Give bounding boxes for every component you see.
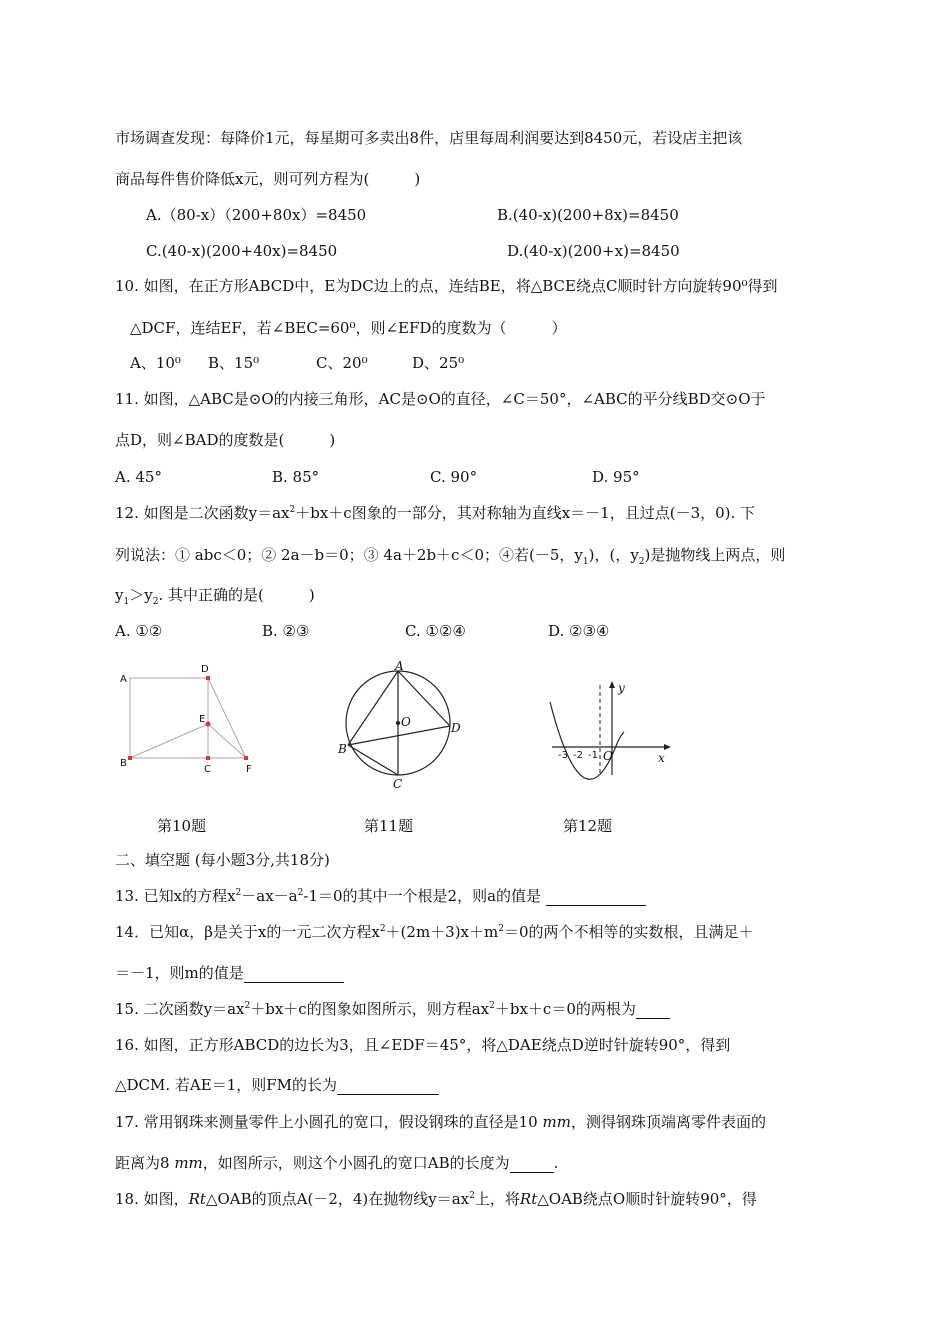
q9-option-c: C.(40-x)(200+40x)=8450 — [146, 242, 338, 260]
q12-line2: 列说法：① abc＜0；② 2a－b＝0；③ 4a＋2b＋c＜0；④若(－5，$y_1$)，(，$y_2$)是抛物线上两点，则 — [115, 546, 786, 567]
q15-answer-blank[interactable] — [636, 1002, 670, 1019]
q9-option-a: A.（80-x）（200+80x）=8450 — [146, 206, 367, 224]
q10-option-b: B、15⁰ — [208, 354, 260, 372]
q16-line1: 16. 如图，正方形ABCD的边长为3，且∠EDF＝45°，将△DAE绕点D逆时针旋转90°，得到 — [115, 1036, 731, 1054]
q11-option-d: D. 95° — [592, 468, 640, 486]
q17-line2: 距离为8 mm，如图所示，则这个小圆孔的宽口AB的长度为 . — [115, 1154, 559, 1172]
fig11-caption: 第11题 — [364, 817, 414, 835]
q12-line3: $y_1>y_2$. 其中正确的是( ) — [115, 586, 315, 607]
fig12-label-minus3: -3 — [558, 750, 568, 761]
fig12-label-minus2: -2 — [573, 750, 583, 761]
q11-line1: 11. 如图，△ABC是⊙O的内接三角形，AC是⊙O的直径，∠C＝50°，∠ABC的平分线BD交⊙O于 — [115, 390, 766, 408]
q12-line1: 12. 如图是二次函数$y=ax^2+bx+c$图象的一部分，其对称轴为直线x＝－1，且过点(－3，0). 下 — [115, 504, 756, 522]
q11-option-a: A. 45° — [115, 468, 162, 486]
q11-line2: 点D，则∠BAD的度数是( ) — [115, 431, 336, 449]
q9-option-d: D.(40-x)(200+x)=8450 — [507, 242, 680, 260]
q9-line2: 商品每件售价降低x元，则可列方程为( ) — [115, 170, 421, 188]
q17-answer-blank[interactable] — [510, 1156, 554, 1173]
fig11-label-d: D — [451, 721, 461, 735]
q16-line2: △DCM. 若AE＝1，则FM的长为 — [115, 1075, 439, 1095]
figure-11 — [335, 660, 465, 790]
q10-option-a: A、10⁰ — [130, 354, 181, 372]
q17-line1: 17. 常用钢珠来测量零件上小圆孔的宽口，假设钢珠的直径是10 mm，测得钢珠顶端离零件表面的 — [115, 1113, 766, 1131]
q13-line: 13. 已知x的方程$x^2-ax-a^2-1=0$的其中一个根是2，则a的值是 — [115, 886, 646, 906]
q16-answer-blank[interactable] — [337, 1078, 439, 1095]
fig12-label-x: x — [658, 751, 665, 765]
q12-option-b: B. ②③ — [262, 622, 310, 640]
q14-line2: ＝－1，则m的值是 — [115, 963, 344, 983]
fig12-caption: 第12题 — [563, 817, 613, 835]
q14-answer-blank[interactable] — [244, 966, 344, 983]
fig10-label-e: E — [199, 714, 206, 725]
q12-option-c: C. ①②④ — [405, 622, 466, 640]
q9-option-b: B.(40-x)(200+8x)=8450 — [497, 206, 679, 224]
fig12-label-minus1: -1 — [588, 750, 598, 761]
q10-option-d: D、25⁰ — [412, 354, 465, 372]
fig12-label-origin: O — [603, 749, 613, 763]
fig10-label-c: C — [204, 764, 211, 775]
fig10-label-b: B — [120, 758, 127, 769]
q12-option-a: A. ①② — [115, 622, 163, 640]
q14-line1: 14．已知α，β是关于x的一元二次方程$x^2+(2m+3)x+m^2=0$的两个不相等的实数根，且满足＋ — [115, 923, 754, 941]
q18-line1: 18. 如图，Rt△OAB的顶点A(－2，4)在抛物线$y=ax^2$上，将Rt△OAB绕点O顺时针旋转90°，得 — [115, 1190, 757, 1208]
fig12-label-y: y — [618, 681, 625, 695]
figure-10 — [115, 660, 265, 780]
q11-option-c: C. 90° — [430, 468, 478, 486]
section2-title: 二、填空题 (每小题3分,共18分) — [115, 851, 330, 869]
fig10-label-d: D — [201, 664, 209, 675]
fig11-label-c: C — [393, 777, 403, 790]
q9-line1: 市场调查发现：每降价1元，每星期可多卖出8件，店里每周利润要达到8450元，若设店主把该 — [115, 129, 743, 147]
figure-12 — [540, 680, 675, 780]
fig11-label-b: B — [338, 742, 347, 756]
q10-line1: 10. 如图，在正方形ABCD中，E为DC边上的点，连结BE，将△BCE绕点C顺时针方向旋转90⁰得到 — [115, 277, 778, 295]
fig10-label-a: A — [120, 674, 127, 685]
fig10-caption: 第10题 — [157, 817, 207, 835]
fig11-label-a: A — [395, 660, 404, 673]
q12-option-d: D. ②③④ — [548, 622, 610, 640]
q13-answer-blank[interactable] — [546, 889, 646, 906]
fig11-label-o: O — [401, 715, 411, 729]
fig10-label-f: F — [246, 764, 252, 775]
q11-option-b: B. 85° — [272, 468, 320, 486]
q10-line2: △DCF，连结EF，若∠BEC=60⁰，则∠EFD的度数为（ ） — [130, 319, 567, 337]
q15-line: 15. 二次函数$y=ax^2+bx+c$的图象如图所示，则方程$ax^2+bx+c=0$的两根为 — [115, 999, 670, 1019]
q10-option-c: C、20⁰ — [316, 354, 368, 372]
